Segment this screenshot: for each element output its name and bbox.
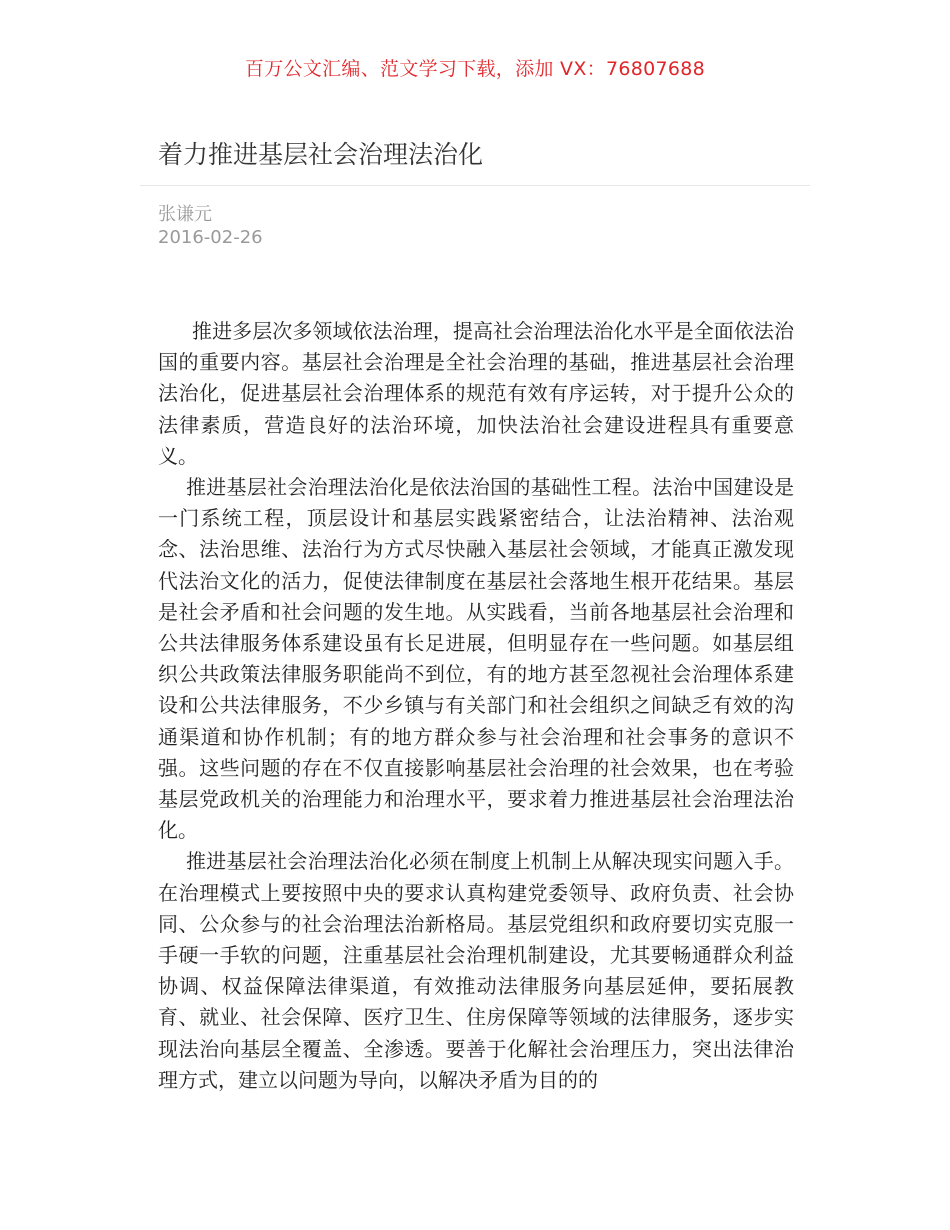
article-title: 着力推进基层社会治理法治化 [158,140,484,169]
title-divider [140,185,810,186]
article-paragraph-2: 推进基层社会治理法治化是依法治国的基础性工程。法治中国建设是一门系统工程，顶层设计和基层实践紧密结合，让法治精神、法治观念、法治思维、法治行为方式尽快融入基层社会领域，才能真正激发现代法治文化的活力，促使法律制度在基层社会落地生根开花结果。基层是社会矛盾和社会问题的发生地。从实践看，当前各地基层社会治理和公共法律服务体系建设虽有长足进展，但明显存在一些问题。如基层组织公共政策法律服务职能尚不到位，有的地方甚至忽视社会治理体系建设和公共法律服务，不少乡镇与有关部门和社会组织之间缺乏有效的沟通渠道和协作机制；有的地方群众参与社会治理和社会事务的意识不强。这些问题的存在不仅直接影响基层社会治理的社会效果，也在考验基层党政机关的治理能力和治理水平，要求着力推进基层社会治理法治化。 [158,475,794,843]
promo-banner: 百万公文汇编、范文学习下载，添加 VX：76807688 [244,58,706,80]
article-paragraph-1: 推进多层次多领域依法治理，提高社会治理法治化水平是全面依法治国的重要内容。基层社会治理是全社会治理的基础，推进基层社会治理法治化，促进基层社会治理体系的规范有效有序运转，对于提升公众的法律素质，营造良好的法治环境，加快法治社会建设进程具有重要意义。 [158,319,794,468]
article-paragraph-3: 推进基层社会治理法治化必须在制度上机制上从解决现实问题入手。在治理模式上要按照中央的要求认真构建党委领导、政府负责、社会协同、公众参与的社会治理法治新格局。基层党组织和政府要切实克服一手硬一手软的问题，注重基层社会治理机制建设，尤其要畅通群众利益协调、权益保障法律渠道，有效推动法律服务向基层延伸，要拓展教育、就业、社会保障、医疗卫生、住房保障等领域的法律服务，逐步实现法治向基层全覆盖、全渗透。要善于化解社会治理压力，突出法律治理方式，建立以问题为导向，以解决矛盾为目的的 [158,849,794,1092]
article-date: 2016-02-26 [158,227,263,248]
article-meta [158,203,263,249]
article-author: 张谦元 [158,204,212,225]
article-body [158,316,794,1096]
